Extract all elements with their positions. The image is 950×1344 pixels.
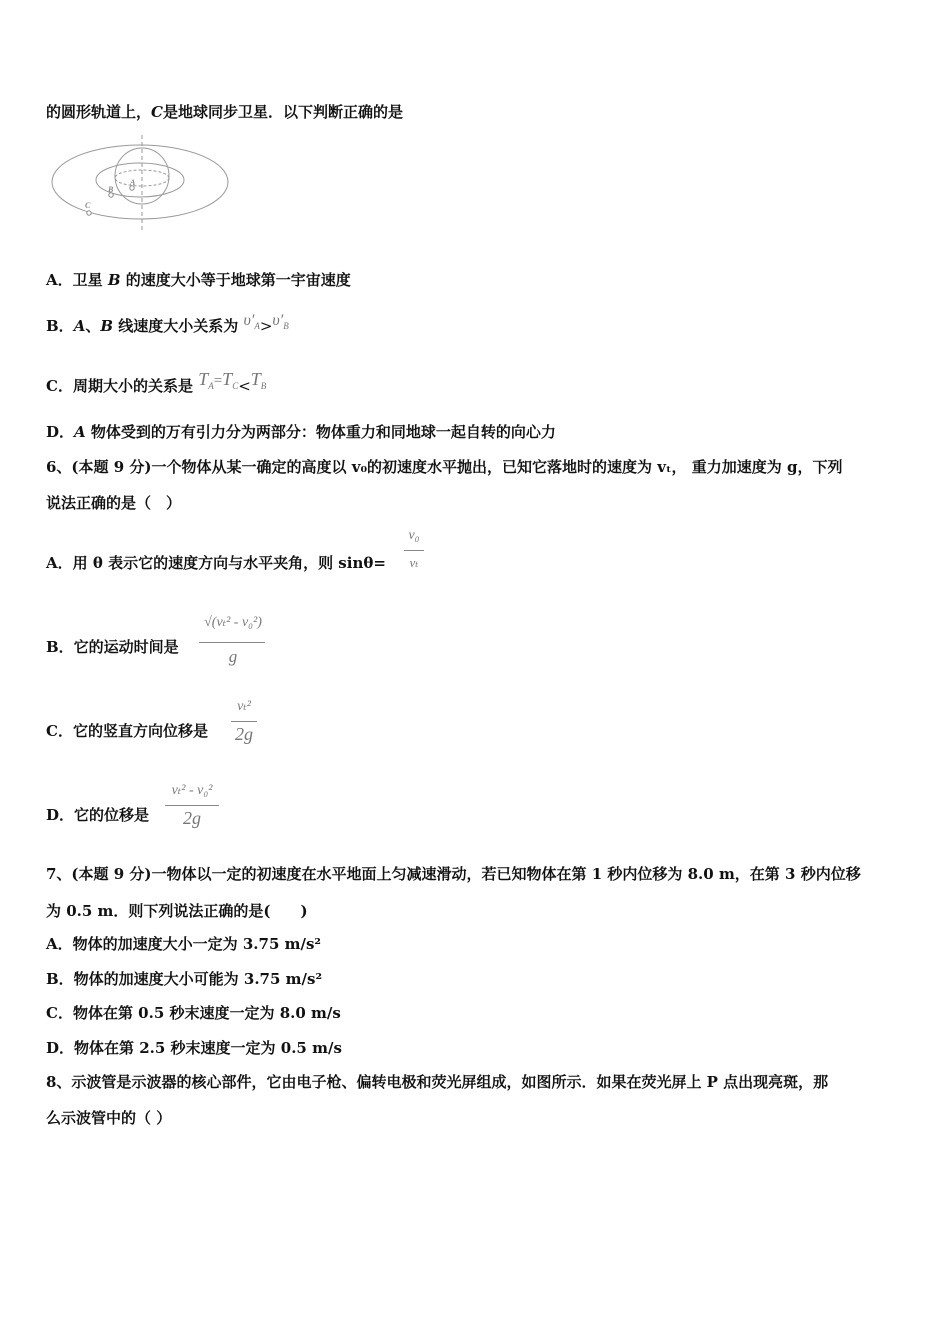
q6-c-num: vₜ²: [237, 699, 251, 714]
q6-a-bar: [404, 550, 424, 551]
q6-option-b: B．它的运动时间是: [46, 638, 179, 656]
q6-option-d: D．它的位移是: [46, 806, 150, 824]
q8-stem-line2: 么示波管中的（ ）: [46, 1109, 172, 1127]
q7-option-a: A．物体的加速度大小一定为 3.75 m/s²: [46, 935, 321, 953]
q6-d-num: vₜ² - v₀²: [171, 783, 213, 798]
q6-a-num: v₀: [408, 528, 420, 543]
q5-option-d: D．A 物体受到的万有引力分为两部分：物体重力和同地球一起自转的向心力: [46, 423, 556, 441]
q6-d-den: 2g: [183, 808, 201, 828]
orbit-c: [52, 145, 228, 219]
q6-b-fraction: [197, 612, 269, 670]
q6-a-fraction: [402, 528, 426, 578]
intro-line: [46, 102, 403, 122]
q6-b-num: √(vₜ² - v₀²): [204, 615, 262, 630]
q6-stem-line2: 说法正确的是（ ）: [46, 494, 182, 512]
q6-d-fraction: [163, 780, 221, 834]
q7-option-c: C．物体在第 0.5 秒末速度一定为 8.0 m/s: [46, 1004, 341, 1022]
q7-option-b: B．物体的加速度大小可能为 3.75 m/s²: [46, 970, 323, 988]
point-c: [87, 211, 91, 215]
orbit-diagram: [46, 133, 236, 235]
q8-stem-line1: 8、示波管是示波器的核心部件，它由电子枪、偏转电极和荧光屏组成，如图所示．如果在荧光屏上 P 点出现亮斑，那: [46, 1073, 829, 1091]
intro-part-2: 是地球同步卫星．以下判断正确的是: [162, 103, 403, 121]
q6-b-bar: [199, 642, 265, 643]
q7-stem-line1: 7、(本题 9 分)一物体以一定的初速度在水平地面上匀减速滑动，若已知物体在第 1 秒内位移为 8.0 m，在第 3 秒内位移: [46, 865, 861, 883]
q5-option-b: B．A、B 线速度大小关系为 $\upsilon'_A>\upsilon'_B$: [46, 312, 289, 335]
label-c: C: [85, 201, 91, 210]
q6-a-den: vₜ: [409, 555, 419, 570]
intro-var-c: C: [151, 103, 163, 121]
label-b: B: [108, 185, 114, 194]
q6-c-bar: [231, 721, 257, 722]
q7-stem-line2: 为 0.5 m．则下列说法正确的是( ): [46, 902, 308, 920]
q5-c-formula: $T_A=T_C<T_B$: [198, 369, 267, 395]
q6-b-den: g: [228, 647, 238, 666]
q6-c-den: 2g: [235, 724, 253, 744]
q5-b-formula: $\upsilon'_A>\upsilon'_B$: [243, 312, 289, 335]
q6-stem-line1: 6、(本题 9 分)一个物体从某一确定的高度以 v₀的初速度水平抛出，已知它落地时的速度为 vₜ， 重力加速度为 g，下列: [46, 458, 843, 476]
q6-option-c: C．它的竖直方向位移是: [46, 722, 208, 740]
q7-option-d: D．物体在第 2.5 秒末速度一定为 0.5 m/s: [46, 1039, 342, 1057]
q5-option-a: A．卫星 B 的速度大小等于地球第一宇宙速度: [46, 271, 351, 289]
q6-option-a: A．用 θ 表示它的速度方向与水平夹角，则 sinθ=: [46, 554, 386, 572]
q6-d-bar: [165, 805, 219, 806]
q6-c-fraction: [229, 696, 259, 750]
intro-part-1: 的圆形轨道上，: [46, 103, 152, 121]
label-a: A: [130, 178, 136, 187]
q5-option-c: C．周期大小的关系是 $T_A=T_C<T_B$: [46, 369, 267, 395]
